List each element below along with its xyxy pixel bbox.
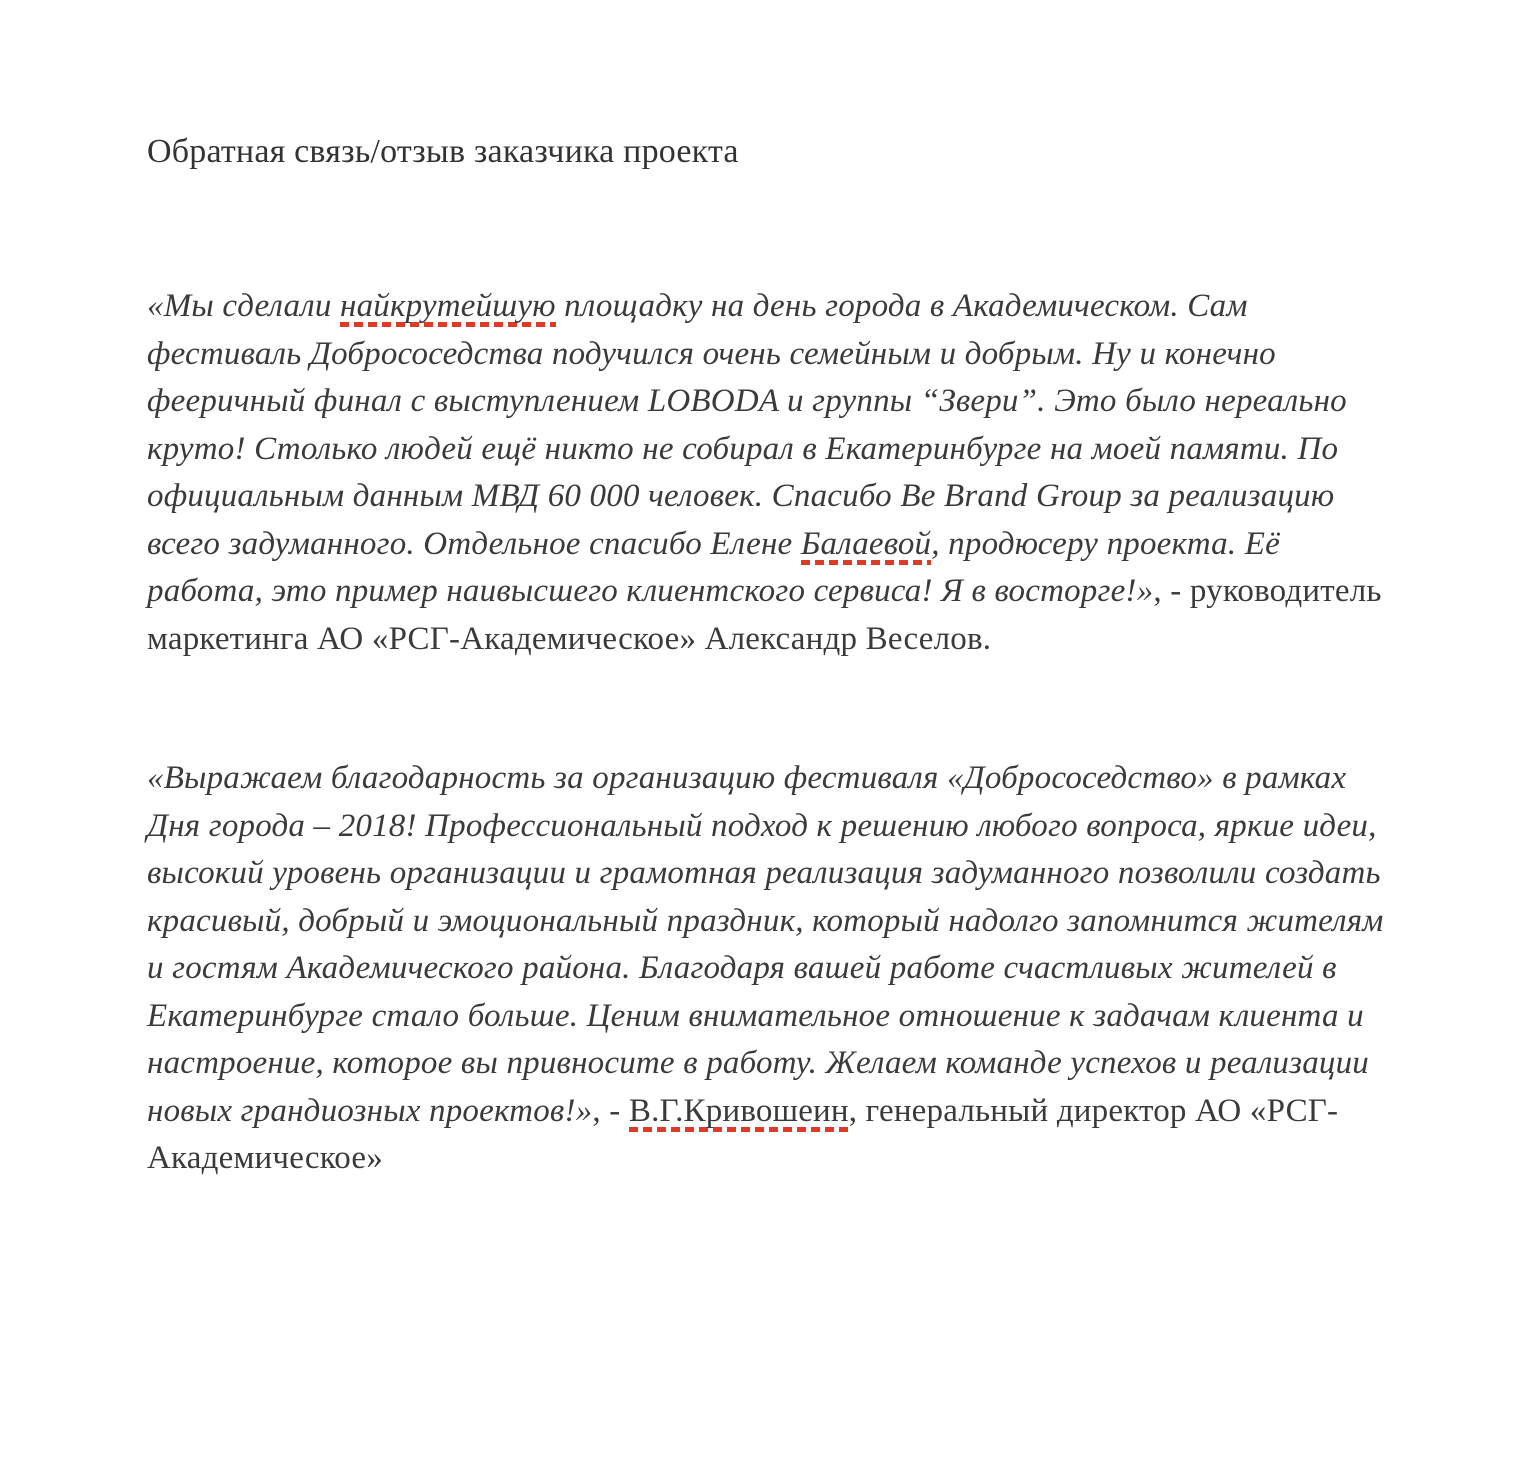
quote-text: , продюсеру проекта. Её работа, это пример наивысшего клиентского сервиса! Я в восторге!» bbox=[147, 525, 1280, 609]
quote-text: «Выражаем благодарность за организацию фестиваля «Добрососедство» в рамках Дня города – 2018! Профессиональный подход к решению любого вопроса, яркие идеи, высокий уровень организации и грамотная реализация задуманного позволили создать красивый, добрый и эмоциональный праздник, который надолго запомнится жителям и гостям Академического района. Благодаря вашей работе счастливых жителей в Екатеринбурге стало больше. Ценим внимательное отношение к задачам клиента и настроение, которое вы привносите в работу. Желаем команде успехов и реализации новых грандиозных проектов!» bbox=[147, 760, 1384, 1129]
quote-text: площадку на день города в Академическом. Сам фестиваль Добрососедства подучился очень семейным и добрым. Ну и конечно фееричный финал с выступлением LOBODA и группы “Звери”. Это было нереально круто! Столько людей ещё никто не собирал в Екатеринбурге на моей памяти. По официальным данным МВД 60 000 человек. Спасибо Be Brand Group за реализацию всего задуманного. Отдельное спасибо Елене bbox=[147, 288, 1347, 562]
attribution-text: , - руководитель маркетинга АО «РСГ-Академическое» Александр Веселов. bbox=[147, 573, 1382, 657]
quote-text: «Мы сделали bbox=[147, 288, 340, 324]
misspelled-word: найкрутейшую bbox=[340, 288, 556, 327]
misspelled-word: В.Г.Кривошеин bbox=[629, 1093, 849, 1132]
attribution-text: , - bbox=[592, 1092, 629, 1129]
attribution-text: , генеральный директор АО «РСГ-Академическое» bbox=[147, 1092, 1339, 1176]
paragraph-customer-review-1 bbox=[147, 283, 1392, 663]
document-title: Обратная связь/отзыв заказчика проекта bbox=[147, 133, 739, 170]
paragraph-customer-review-2 bbox=[147, 755, 1392, 1183]
misspelled-word: Балаевой bbox=[801, 526, 931, 565]
